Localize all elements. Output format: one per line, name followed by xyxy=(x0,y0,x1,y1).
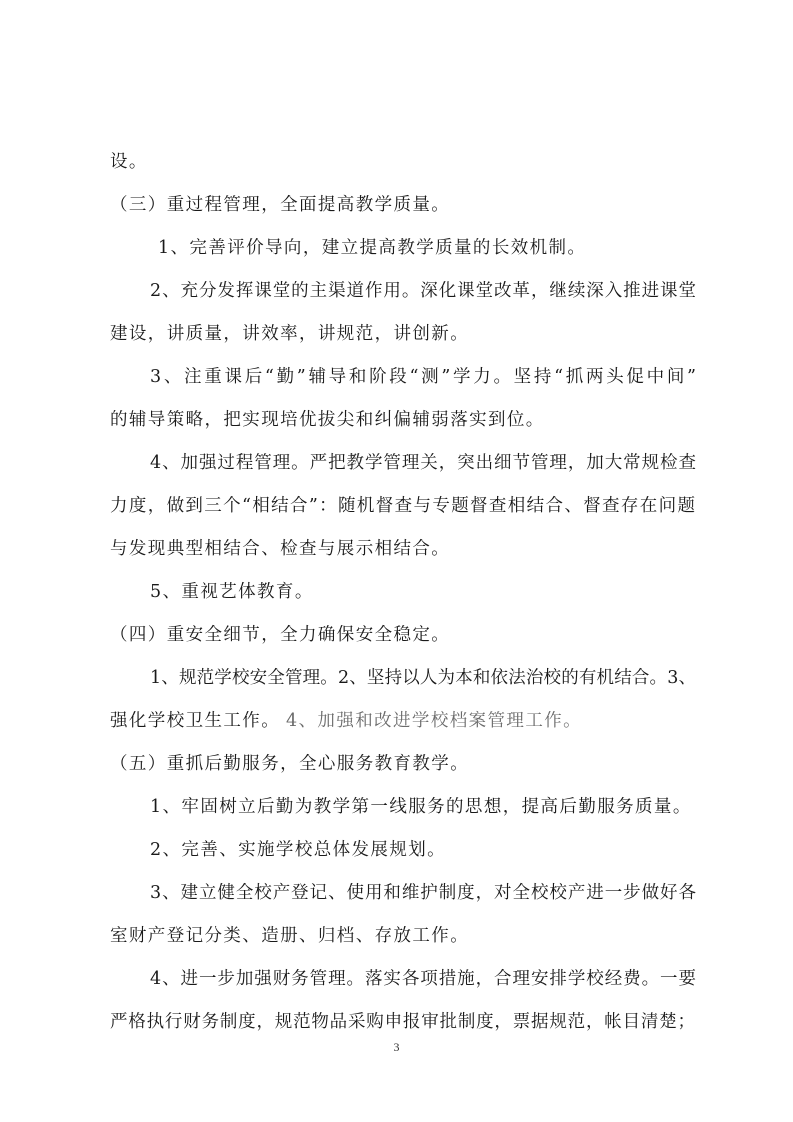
list-item: 1、牢固树立后勤为教学第一线服务的思想，提高后勤服务质量。 xyxy=(150,797,692,817)
list-item: 3、建立健全校产登记、使用和维护制度，对全校校产进一步做好各 xyxy=(150,883,696,903)
section-heading: （四）重安全细节，全力确保安全稳定。 xyxy=(110,625,451,645)
list-item: 4、加强过程管理。严把教学管理关，突出细节管理，加大常规检查 xyxy=(150,453,696,473)
text-line-gray: 4、加强和改进学校档案管理工作。 xyxy=(286,711,583,731)
text-line: 严格执行财务制度，规范物品采购申报审批制度，票据规范，帐目清楚； xyxy=(110,1012,695,1032)
section-heading: （三）重过程管理，全面提高教学质量。 xyxy=(110,195,451,215)
list-item: 2、完善、实施学校总体发展规划。 xyxy=(150,840,447,860)
text-line: 力度，做到三个“相结合”：随机督查与专题督查相结合、督查存在问题 xyxy=(110,496,695,516)
list-item: 3、注重课后“勤”辅导和阶段“测”学力。坚持“抓两头促中间” xyxy=(150,367,696,387)
text-line: 室财产登记分类、造册、归档、存放工作。 xyxy=(110,926,470,946)
text-line: 设。 xyxy=(110,152,148,172)
list-item: 1、完善评价导向，建立提高教学质量的长效机制。 xyxy=(158,238,587,258)
list-item: 5、重视艺体教育。 xyxy=(150,582,314,602)
text-line: 的辅导策略，把实现培优拔尖和纠偏辅弱落实到位。 xyxy=(110,410,545,430)
page-number: 3 xyxy=(393,1040,400,1054)
text-line: 与发现典型相结合、检查与展示相结合。 xyxy=(110,539,451,559)
section-heading: （五）重抓后勤服务，全心服务教育教学。 xyxy=(110,754,470,774)
list-item: 1、规范学校安全管理。2、坚持以人为本和依法治校的有机结合。3、 xyxy=(150,668,696,688)
list-item: 2、充分发挥课堂的主渠道作用。深化课堂改革，继续深入推进课堂 xyxy=(150,281,696,301)
text-line: 强化学校卫生工作。 xyxy=(110,711,281,731)
text-line: 建设，讲质量，讲效率，讲规范，讲创新。 xyxy=(110,324,470,344)
list-item: 4、进一步加强财务管理。落实各项措施，合理安排学校经费。一要 xyxy=(150,969,696,989)
